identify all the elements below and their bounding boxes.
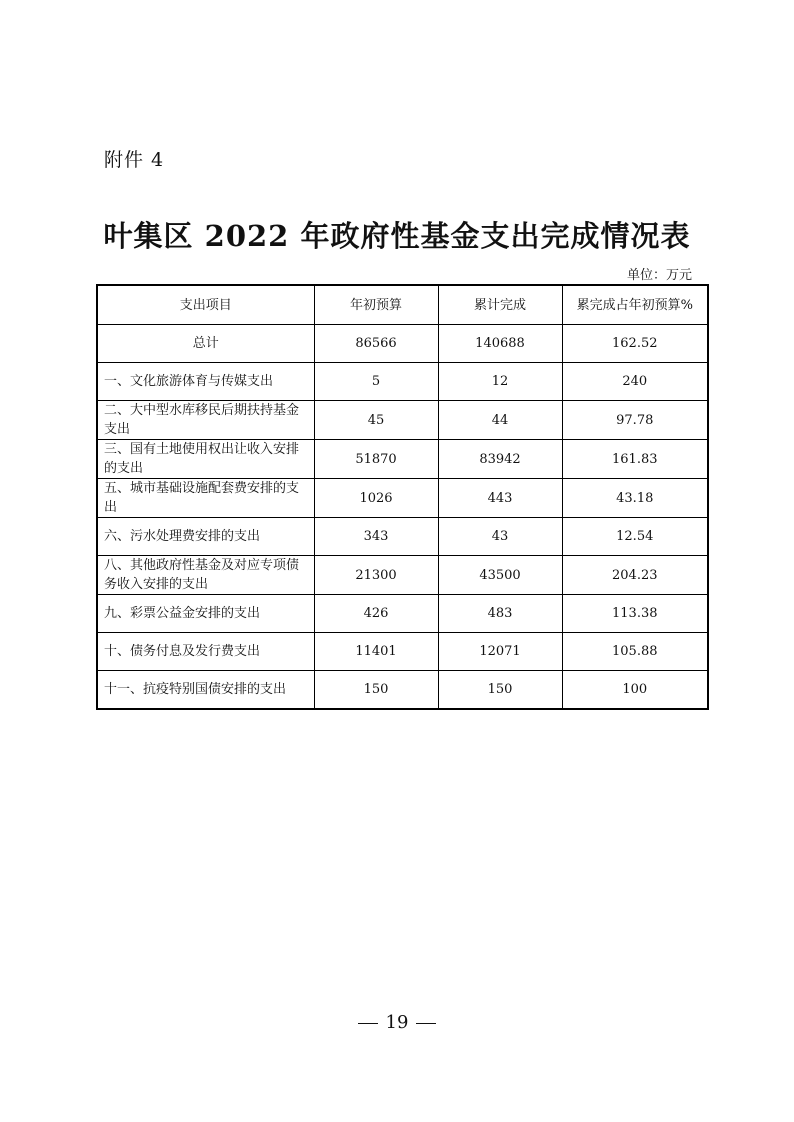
row-budget: 150 — [314, 671, 438, 710]
row-completed: 443 — [438, 479, 562, 518]
header-item: 支出项目 — [97, 285, 314, 325]
row-completed: 83942 — [438, 440, 562, 479]
row-item: 五、城市基础设施配套费安排的支出 — [97, 479, 314, 518]
row-ratio: 12.54 — [562, 518, 708, 556]
row-budget: 5 — [314, 363, 438, 401]
table-row — [97, 401, 708, 440]
row-budget: 21300 — [314, 556, 438, 595]
table-row — [97, 518, 708, 556]
row-ratio: 204.23 — [562, 556, 708, 595]
row-budget: 45 — [314, 401, 438, 440]
row-item: 二、大中型水库移民后期扶持基金支出 — [97, 401, 314, 440]
table-row — [97, 325, 708, 363]
table-row — [97, 363, 708, 401]
row-budget: 11401 — [314, 633, 438, 671]
header-ratio: 累完成占年初预算% — [562, 285, 708, 325]
row-budget: 1026 — [314, 479, 438, 518]
page-number-right-dash — [416, 1023, 436, 1024]
row-completed: 12071 — [438, 633, 562, 671]
table-row — [97, 633, 708, 671]
header-budget: 年初预算 — [314, 285, 438, 325]
page-number-value: 19 — [385, 1012, 409, 1033]
expenditure-table — [96, 284, 709, 710]
row-ratio: 97.78 — [562, 401, 708, 440]
row-ratio: 240 — [562, 363, 708, 401]
row-item: 八、其他政府性基金及对应专项债务收入安排的支出 — [97, 556, 314, 595]
page-title: 叶集区 2022 年政府性基金支出完成情况表 — [103, 219, 691, 253]
page-number-left-dash — [358, 1023, 378, 1024]
row-completed: 43 — [438, 518, 562, 556]
row-completed: 140688 — [438, 325, 562, 363]
table-header-row — [97, 285, 708, 325]
row-budget: 86566 — [314, 325, 438, 363]
unit-label: 单位：万元 — [626, 268, 692, 283]
header-completed: 累计完成 — [438, 285, 562, 325]
table-row — [97, 440, 708, 479]
row-budget: 343 — [314, 518, 438, 556]
row-item: 十、债务付息及发行费支出 — [97, 633, 314, 671]
row-ratio: 162.52 — [562, 325, 708, 363]
row-completed: 12 — [438, 363, 562, 401]
row-budget: 51870 — [314, 440, 438, 479]
row-completed: 44 — [438, 401, 562, 440]
row-completed: 483 — [438, 595, 562, 633]
row-ratio: 100 — [562, 671, 708, 710]
row-item: 六、污水处理费安排的支出 — [97, 518, 314, 556]
table-row — [97, 479, 708, 518]
attachment-label: 附件 4 — [104, 149, 165, 171]
row-completed: 150 — [438, 671, 562, 710]
row-item: 九、彩票公益金安排的支出 — [97, 595, 314, 633]
page-number — [0, 1012, 794, 1033]
row-item: 总计 — [97, 325, 314, 363]
row-ratio: 113.38 — [562, 595, 708, 633]
table-row — [97, 556, 708, 595]
row-item: 十一、抗疫特别国债安排的支出 — [97, 671, 314, 710]
table-row — [97, 671, 708, 710]
table-row — [97, 595, 708, 633]
row-ratio: 161.83 — [562, 440, 708, 479]
row-completed: 43500 — [438, 556, 562, 595]
row-item: 一、文化旅游体育与传媒支出 — [97, 363, 314, 401]
row-ratio: 105.88 — [562, 633, 708, 671]
row-item: 三、国有土地使用权出让收入安排的支出 — [97, 440, 314, 479]
row-ratio: 43.18 — [562, 479, 708, 518]
row-budget: 426 — [314, 595, 438, 633]
